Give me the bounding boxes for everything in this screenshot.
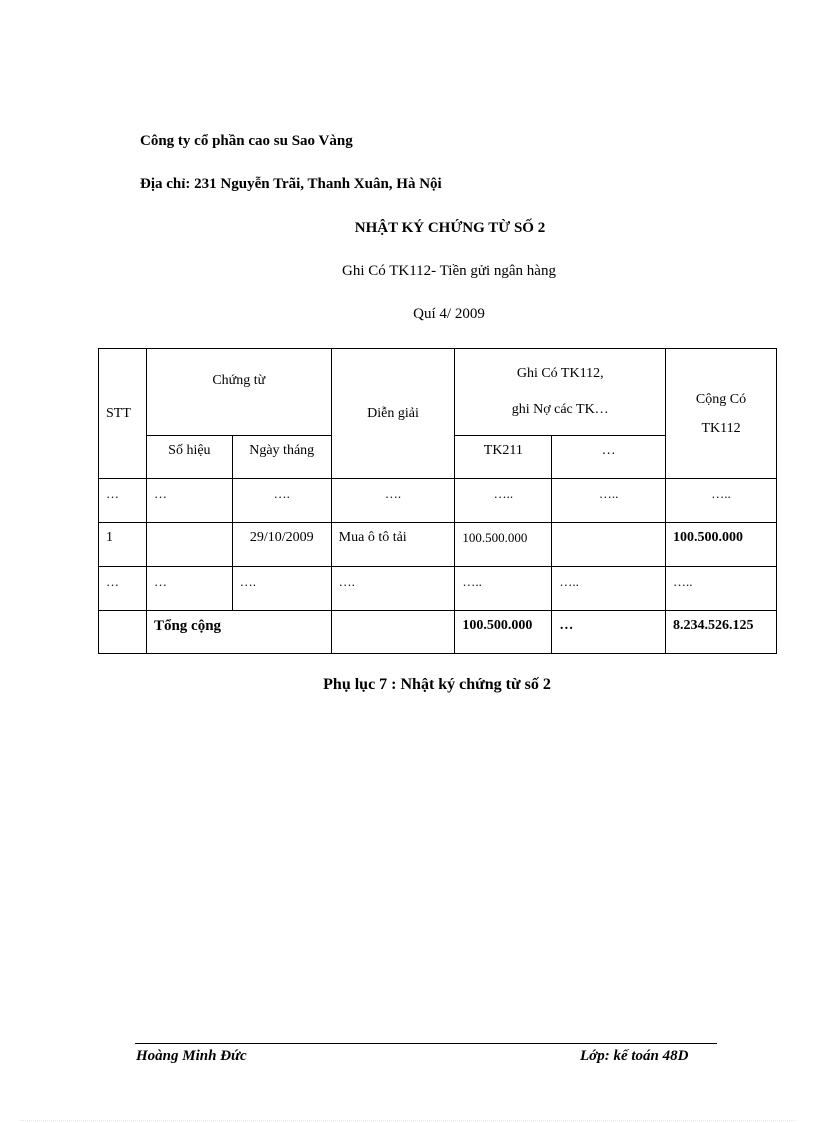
cell-date: …. xyxy=(232,567,331,611)
cell-date: 29/10/2009 xyxy=(232,523,331,567)
header-credit-group xyxy=(455,349,666,436)
cell-date: …. xyxy=(232,479,331,523)
cell-tk211: ….. xyxy=(455,567,552,611)
cell-tk211: 100.500.000 xyxy=(455,523,552,567)
table-row xyxy=(99,567,777,611)
cell-description xyxy=(331,611,455,654)
cell-stt: 1 xyxy=(99,523,147,567)
header-credit-group-line2: ghi Nợ các TK… xyxy=(511,402,609,417)
cell-description: Mua ô tô tải xyxy=(331,523,455,567)
header-description: Diễn giải xyxy=(331,349,455,479)
total-row xyxy=(99,611,777,654)
cell-other: ….. xyxy=(552,479,666,523)
appendix-caption: Phụ lục 7 : Nhật ký chứng từ số 2 xyxy=(323,676,551,693)
cell-tk211: ….. xyxy=(455,479,552,523)
header-total-credit-line2: TK112 xyxy=(701,420,741,436)
footer-class: Lớp: kế toán 48D xyxy=(580,1048,689,1064)
total-tk211: 100.500.000 xyxy=(455,611,552,654)
document-subtitle: Ghi Có TK112- Tiền gửi ngân hàng xyxy=(342,263,556,279)
cell-total: 100.500.000 xyxy=(666,523,777,567)
cell-other xyxy=(552,523,666,567)
header-total-credit xyxy=(666,349,777,479)
header-other-accounts: … xyxy=(552,436,666,479)
cell-description: …. xyxy=(331,567,455,611)
header-total-credit-line1: Cộng Có xyxy=(695,391,747,407)
cell-total: ….. xyxy=(666,567,777,611)
company-address: Địa chỉ: 231 Nguyễn Trãi, Thanh Xuân, Hà Nội xyxy=(140,176,442,192)
table-row xyxy=(99,479,777,523)
cell-number: … xyxy=(146,479,232,523)
cell-number xyxy=(146,523,232,567)
cell-total: ….. xyxy=(666,479,777,523)
cell-description: …. xyxy=(331,479,455,523)
header-voucher-date: Ngày tháng xyxy=(232,436,331,479)
header-stt: STT xyxy=(99,349,147,479)
journal-table xyxy=(98,348,777,654)
header-voucher: Chứng từ xyxy=(146,349,331,436)
total-credit: 8.234.526.125 xyxy=(666,611,777,654)
cell-number: … xyxy=(146,567,232,611)
document-title: NHẬT KÝ CHỨNG TỪ SỐ 2 xyxy=(354,220,546,236)
total-label: Tổng cộng xyxy=(146,611,331,654)
footer-author: Hoàng Minh Đức xyxy=(136,1048,247,1064)
header-voucher-number: Số hiệu xyxy=(146,436,232,479)
page-edge-divider xyxy=(20,1120,796,1121)
cell-stt: … xyxy=(99,567,147,611)
footer-divider xyxy=(135,1043,717,1044)
header-tk211: TK211 xyxy=(455,436,552,479)
document-period: Quí 4/ 2009 xyxy=(413,306,485,322)
total-other: … xyxy=(552,611,666,654)
header-credit-group-line1: Ghi Có TK112, xyxy=(516,366,604,381)
company-name: Công ty cổ phần cao su Sao Vàng xyxy=(140,133,353,149)
cell-stt: … xyxy=(99,479,147,523)
table-row xyxy=(99,523,777,567)
cell-stt xyxy=(99,611,147,654)
cell-other: ….. xyxy=(552,567,666,611)
